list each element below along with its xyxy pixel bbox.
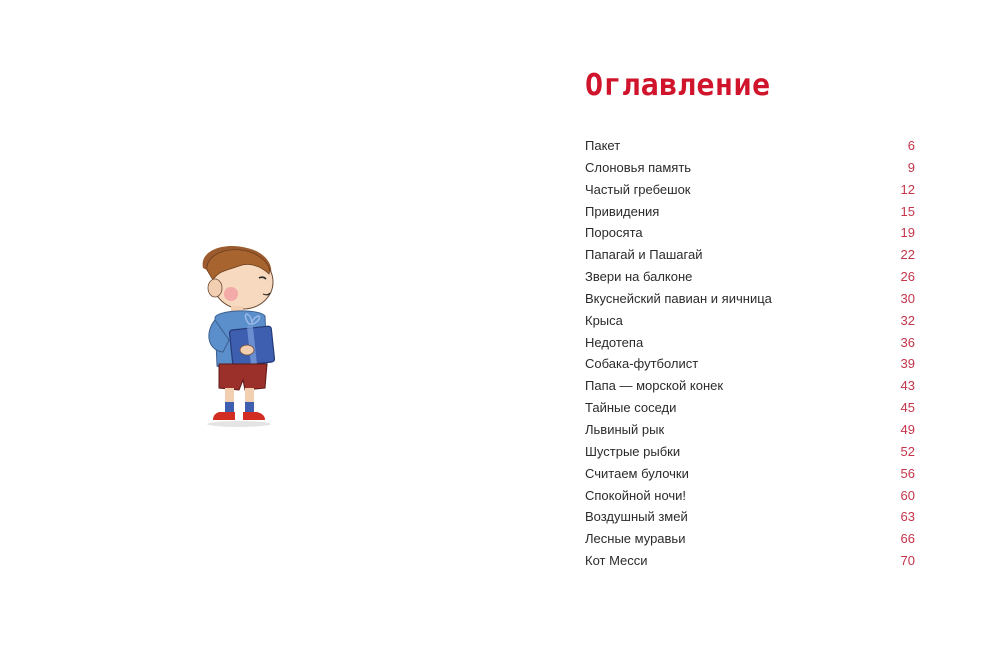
toc-entry[interactable]: [585, 531, 915, 553]
toc-entry-page-number: 26: [900, 269, 915, 285]
toc-entry[interactable]: [585, 182, 915, 204]
toc-entry-title: Львиный рык: [585, 421, 665, 437]
toc-entry-title: Крыса: [585, 312, 623, 328]
toc-entry-page-number: 12: [900, 181, 915, 197]
toc-entry[interactable]: [585, 313, 915, 335]
toc-entry-title: Тайные соседи: [585, 400, 677, 416]
toc-entry-title: Считаем булочки: [585, 465, 689, 481]
toc-entry-title: Звери на балконе: [585, 269, 693, 285]
toc-entry[interactable]: [585, 553, 915, 575]
toc-entry-page-number: 43: [900, 378, 915, 394]
toc-entry-title: Пакет: [585, 138, 621, 153]
toc-entry-page-number: 32: [900, 312, 915, 328]
toc-entry-page-number: 60: [900, 487, 915, 503]
toc-entry[interactable]: [585, 138, 915, 160]
toc-entry-page-number: 19: [900, 225, 915, 241]
toc-entry-page-number: 45: [900, 400, 915, 416]
toc-entry-page-number: 22: [900, 247, 915, 263]
toc-entry-page-number: 66: [900, 531, 915, 547]
toc-entry-title: Недотепа: [585, 334, 644, 350]
toc-entry-page-number: 9: [907, 159, 915, 175]
toc-heading: Оглавление: [585, 68, 771, 103]
toc-entry[interactable]: [585, 204, 915, 226]
toc-entry[interactable]: [585, 378, 915, 400]
toc-entry-title: Привидения: [585, 203, 660, 219]
toc-list: [585, 138, 915, 575]
toc-entry-page-number: 70: [900, 553, 915, 569]
toc-entry[interactable]: [585, 160, 915, 182]
toc-entry-page-number: 30: [900, 290, 915, 306]
toc-entry-page-number: 39: [900, 356, 915, 372]
toc-entry[interactable]: [585, 335, 915, 357]
toc-entry[interactable]: [585, 422, 915, 444]
toc-entry-title: Поросята: [585, 225, 643, 241]
toc-entry[interactable]: [585, 488, 915, 510]
toc-entry-title: Вкуснейский павиан и яичница: [585, 290, 772, 306]
toc-entry[interactable]: [585, 247, 915, 269]
boy-with-gift-illustration: [185, 240, 300, 440]
toc-entry[interactable]: [585, 400, 915, 422]
toc-entry-title: Папа — морской конек: [585, 378, 724, 394]
toc-entry-title: Лесные муравьи: [585, 531, 686, 547]
toc-entry-page-number: 52: [900, 443, 915, 459]
toc-entry-page-number: 49: [900, 421, 915, 437]
toc-entry-page-number: 56: [900, 465, 915, 481]
toc-entry[interactable]: [585, 444, 915, 466]
toc-entry-page-number: 15: [900, 203, 915, 219]
toc-entry[interactable]: [585, 291, 915, 313]
toc-entry-title: Спокойной ночи!: [585, 487, 687, 503]
toc-entry-title: Слоновья память: [585, 159, 692, 175]
toc-entry[interactable]: [585, 466, 915, 488]
toc-entry-title: Шустрые рыбки: [585, 443, 681, 459]
toc-entry-title: Кот Месси: [585, 553, 648, 569]
toc-entry[interactable]: [585, 509, 915, 531]
toc-entry[interactable]: [585, 356, 915, 378]
toc-entry-page-number: 36: [900, 334, 915, 350]
toc-entry-title: Частый гребешок: [585, 181, 691, 197]
toc-entry[interactable]: [585, 269, 915, 291]
toc-entry-page-number: 63: [900, 509, 915, 525]
toc-entry[interactable]: [585, 225, 915, 247]
toc-entry-title: Папагай и Пашагай: [585, 247, 703, 263]
table-of-contents: [585, 68, 915, 569]
toc-entry-title: Собака-футболист: [585, 356, 699, 372]
toc-entry-page-number: 6: [907, 138, 915, 153]
toc-entry-title: Воздушный змей: [585, 509, 688, 525]
